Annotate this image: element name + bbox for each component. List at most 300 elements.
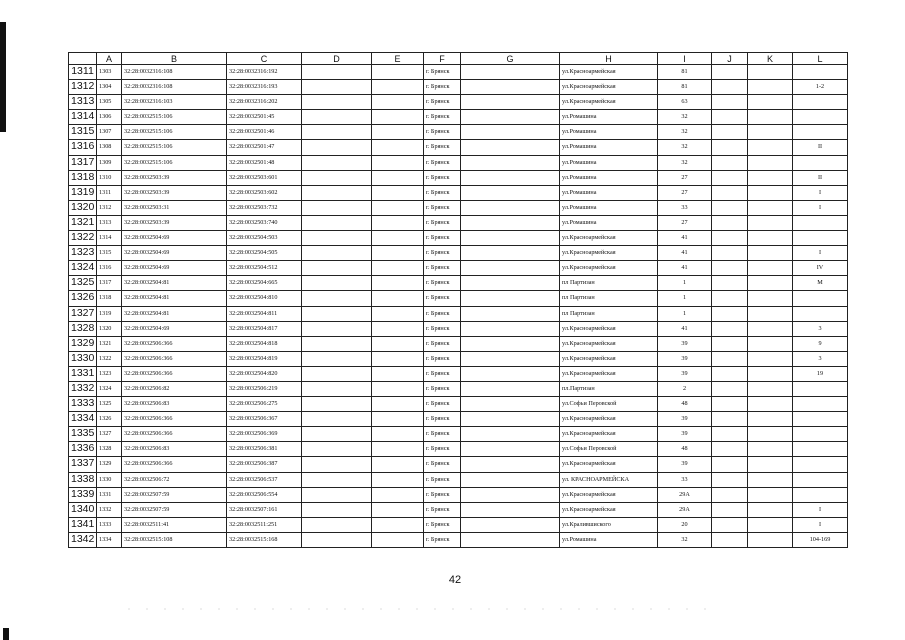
cell-e <box>372 155 424 170</box>
cell-a: 1324 <box>97 381 122 396</box>
cell-h: ул.Ромашина <box>560 170 658 185</box>
cell-e <box>372 215 424 230</box>
cell-l <box>793 412 848 427</box>
scan-noise-dots <box>120 608 720 610</box>
cell-c: 32:28:0032504:818 <box>227 336 302 351</box>
row-number: 1340 <box>69 502 97 517</box>
cell-h: ул.Красноармейская <box>560 261 658 276</box>
cell-a: 1327 <box>97 427 122 442</box>
cell-f: г. Брянск <box>424 397 461 412</box>
cell-j <box>712 442 748 457</box>
cell-i: 32 <box>658 125 712 140</box>
cell-i: 81 <box>658 80 712 95</box>
cell-e <box>372 336 424 351</box>
cell-g <box>461 351 560 366</box>
cell-l <box>793 155 848 170</box>
cell-c: 32:28:0032507:161 <box>227 502 302 517</box>
cell-l <box>793 291 848 306</box>
cell-g <box>461 397 560 412</box>
cell-i: 81 <box>658 65 712 80</box>
cell-h: ул.Кралившиского <box>560 517 658 532</box>
row-number: 1320 <box>69 200 97 215</box>
column-header-f: F <box>424 53 461 65</box>
cell-c: 32:28:0032506:367 <box>227 412 302 427</box>
cell-h: ул.Ромашина <box>560 185 658 200</box>
cell-c: 32:28:0032501:45 <box>227 110 302 125</box>
cell-a: 1334 <box>97 532 122 547</box>
row-number: 1315 <box>69 125 97 140</box>
cell-g <box>461 532 560 547</box>
row-number: 1332 <box>69 381 97 396</box>
cell-a: 1308 <box>97 140 122 155</box>
cell-c: 32:28:0032506:381 <box>227 442 302 457</box>
cell-a: 1307 <box>97 125 122 140</box>
table-row <box>69 170 848 185</box>
cell-l <box>793 110 848 125</box>
cell-d <box>302 110 372 125</box>
cell-l: I <box>793 502 848 517</box>
cell-j <box>712 397 748 412</box>
cell-c: 32:28:0032515:168 <box>227 532 302 547</box>
column-header-a: A <box>97 53 122 65</box>
cell-e <box>372 291 424 306</box>
cell-j <box>712 246 748 261</box>
table-row <box>69 306 848 321</box>
table-row <box>69 200 848 215</box>
row-number: 1314 <box>69 110 97 125</box>
cell-f: г. Брянск <box>424 366 461 381</box>
cell-b: 32:28:0032506:83 <box>122 442 227 457</box>
cell-l <box>793 457 848 472</box>
cell-c: 32:28:0032316:193 <box>227 80 302 95</box>
cell-a: 1304 <box>97 80 122 95</box>
cell-j <box>712 170 748 185</box>
row-number: 1341 <box>69 517 97 532</box>
cell-k <box>748 351 793 366</box>
cell-c: 32:28:0032501:46 <box>227 125 302 140</box>
cell-b: 32:28:0032506:366 <box>122 366 227 381</box>
cell-k <box>748 412 793 427</box>
cell-b: 32:28:0032504:81 <box>122 276 227 291</box>
cell-h: ул.Красноармейская <box>560 321 658 336</box>
cell-i: 63 <box>658 95 712 110</box>
cell-h: ул.Красноармейская <box>560 412 658 427</box>
cell-i: 41 <box>658 261 712 276</box>
cell-d <box>302 366 372 381</box>
cell-b: 32:28:0032506:366 <box>122 412 227 427</box>
cell-f: г. Брянск <box>424 246 461 261</box>
cell-i: 39 <box>658 336 712 351</box>
cell-h: ул.Красноармейская <box>560 246 658 261</box>
row-number: 1326 <box>69 291 97 306</box>
cell-l <box>793 215 848 230</box>
cell-l: М <box>793 276 848 291</box>
cell-e <box>372 487 424 502</box>
cell-f: г. Брянск <box>424 517 461 532</box>
cell-c: 32:28:0032504:819 <box>227 351 302 366</box>
cell-l: 9 <box>793 336 848 351</box>
cell-j <box>712 261 748 276</box>
table-row <box>69 80 848 95</box>
cell-d <box>302 215 372 230</box>
cell-e <box>372 457 424 472</box>
page-number: 42 <box>448 574 462 586</box>
cell-g <box>461 155 560 170</box>
cell-d <box>302 155 372 170</box>
table-row <box>69 276 848 291</box>
cell-h: пл Партизан <box>560 306 658 321</box>
cell-j <box>712 412 748 427</box>
cell-b: 32:28:0032504:69 <box>122 321 227 336</box>
cell-g <box>461 125 560 140</box>
cell-f: г. Брянск <box>424 65 461 80</box>
cell-j <box>712 502 748 517</box>
cell-j <box>712 80 748 95</box>
table-row <box>69 110 848 125</box>
cell-j <box>712 231 748 246</box>
cell-g <box>461 472 560 487</box>
cell-b: 32:28:0032506:366 <box>122 427 227 442</box>
cell-b: 32:28:0032511:41 <box>122 517 227 532</box>
cell-d <box>302 291 372 306</box>
cell-l: I <box>793 246 848 261</box>
column-header-j: J <box>712 53 748 65</box>
cell-e <box>372 472 424 487</box>
cell-d <box>302 442 372 457</box>
table-row <box>69 412 848 427</box>
cell-d <box>302 185 372 200</box>
row-number: 1324 <box>69 261 97 276</box>
row-number: 1312 <box>69 80 97 95</box>
row-number: 1330 <box>69 351 97 366</box>
cell-k <box>748 457 793 472</box>
table-row <box>69 532 848 547</box>
table-row <box>69 125 848 140</box>
cell-f: г. Брянск <box>424 532 461 547</box>
cell-g <box>461 200 560 215</box>
table-row <box>69 215 848 230</box>
cell-d <box>302 381 372 396</box>
cell-k <box>748 110 793 125</box>
cell-e <box>372 261 424 276</box>
cell-c: 32:28:0032504:811 <box>227 306 302 321</box>
cell-a: 1322 <box>97 351 122 366</box>
cell-a: 1312 <box>97 200 122 215</box>
column-header-k: K <box>748 53 793 65</box>
cell-b: 32:28:0032515:106 <box>122 140 227 155</box>
cell-i: 39 <box>658 427 712 442</box>
cell-h: ул. КРАСНОАРМЕЙСКА <box>560 472 658 487</box>
cell-b: 32:28:0032515:106 <box>122 110 227 125</box>
cell-k <box>748 215 793 230</box>
cell-f: г. Брянск <box>424 487 461 502</box>
table-row <box>69 457 848 472</box>
column-header-g: G <box>461 53 560 65</box>
cell-j <box>712 336 748 351</box>
cell-d <box>302 231 372 246</box>
cell-h: ул.Красноармейская <box>560 80 658 95</box>
cell-d <box>302 351 372 366</box>
cell-c: 32:28:0032506:275 <box>227 397 302 412</box>
table-row <box>69 517 848 532</box>
cell-b: 32:28:0032316:103 <box>122 95 227 110</box>
cell-g <box>461 442 560 457</box>
cell-g <box>461 246 560 261</box>
cell-b: 32:28:0032506:366 <box>122 351 227 366</box>
cell-a: 1325 <box>97 397 122 412</box>
cell-d <box>302 336 372 351</box>
cell-e <box>372 442 424 457</box>
cell-i: 33 <box>658 200 712 215</box>
cell-k <box>748 336 793 351</box>
cell-g <box>461 381 560 396</box>
cell-e <box>372 306 424 321</box>
cell-g <box>461 366 560 381</box>
table-row <box>69 291 848 306</box>
cell-f: г. Брянск <box>424 231 461 246</box>
cell-c: 32:28:0032504:512 <box>227 261 302 276</box>
cell-f: г. Брянск <box>424 381 461 396</box>
cell-h: ул.Красноармейская <box>560 487 658 502</box>
cell-a: 1311 <box>97 185 122 200</box>
cell-k <box>748 140 793 155</box>
cell-k <box>748 246 793 261</box>
cell-a: 1306 <box>97 110 122 125</box>
left-scan-bar <box>0 22 6 132</box>
table-row <box>69 95 848 110</box>
cell-l: 104-169 <box>793 532 848 547</box>
row-number: 1329 <box>69 336 97 351</box>
cell-e <box>372 200 424 215</box>
column-header-d: D <box>302 53 372 65</box>
cell-c: 32:28:0032501:47 <box>227 140 302 155</box>
cell-l: IV <box>793 261 848 276</box>
row-number: 1339 <box>69 487 97 502</box>
cell-b: 32:28:0032515:108 <box>122 532 227 547</box>
cell-f: г. Брянск <box>424 170 461 185</box>
cell-c: 32:28:0032506:219 <box>227 381 302 396</box>
cell-i: 1 <box>658 276 712 291</box>
cell-j <box>712 532 748 547</box>
cell-e <box>372 65 424 80</box>
cell-c: 32:28:0032504:810 <box>227 291 302 306</box>
cell-i: 39 <box>658 366 712 381</box>
cell-f: г. Брянск <box>424 276 461 291</box>
cell-a: 1333 <box>97 517 122 532</box>
cell-l <box>793 306 848 321</box>
cell-l: 1-2 <box>793 80 848 95</box>
row-number: 1333 <box>69 397 97 412</box>
cell-g <box>461 140 560 155</box>
cell-d <box>302 80 372 95</box>
cell-e <box>372 502 424 517</box>
cell-k <box>748 95 793 110</box>
cell-j <box>712 427 748 442</box>
cell-f: г. Брянск <box>424 412 461 427</box>
cell-k <box>748 125 793 140</box>
table-row <box>69 427 848 442</box>
cell-a: 1317 <box>97 276 122 291</box>
cell-k <box>748 80 793 95</box>
cell-b: 32:28:0032504:69 <box>122 261 227 276</box>
column-header-l: L <box>793 53 848 65</box>
row-number: 1328 <box>69 321 97 336</box>
table-row <box>69 140 848 155</box>
cell-h: ул.Ромашина <box>560 155 658 170</box>
row-number: 1342 <box>69 532 97 547</box>
cell-c: 32:28:0032503:601 <box>227 170 302 185</box>
cell-a: 1313 <box>97 215 122 230</box>
cell-e <box>372 532 424 547</box>
cell-k <box>748 185 793 200</box>
cell-k <box>748 366 793 381</box>
cell-e <box>372 351 424 366</box>
cell-a: 1319 <box>97 306 122 321</box>
cell-l: II <box>793 140 848 155</box>
cell-f: г. Брянск <box>424 472 461 487</box>
cell-j <box>712 321 748 336</box>
cell-k <box>748 261 793 276</box>
cell-e <box>372 397 424 412</box>
cell-f: г. Брянск <box>424 185 461 200</box>
cell-g <box>461 517 560 532</box>
cell-i: 27 <box>658 170 712 185</box>
cell-b: 32:28:0032504:81 <box>122 291 227 306</box>
cell-b: 32:28:0032507:59 <box>122 502 227 517</box>
header-corner <box>69 53 97 65</box>
cell-k <box>748 397 793 412</box>
table-row <box>69 366 848 381</box>
column-header-h: H <box>560 53 658 65</box>
cell-l <box>793 427 848 442</box>
column-header-i: I <box>658 53 712 65</box>
cell-c: 32:28:0032316:192 <box>227 65 302 80</box>
cell-f: г. Брянск <box>424 95 461 110</box>
cell-i: 29А <box>658 502 712 517</box>
cell-f: г. Брянск <box>424 351 461 366</box>
cell-j <box>712 276 748 291</box>
cell-a: 1329 <box>97 457 122 472</box>
cell-e <box>372 170 424 185</box>
cell-k <box>748 472 793 487</box>
cell-b: 32:28:0032504:69 <box>122 231 227 246</box>
cell-b: 32:28:0032515:106 <box>122 125 227 140</box>
cell-i: 27 <box>658 185 712 200</box>
cell-b: 32:28:0032503:39 <box>122 215 227 230</box>
table-row <box>69 442 848 457</box>
cell-h: ул.Софьи Перовской <box>560 442 658 457</box>
cell-a: 1323 <box>97 366 122 381</box>
cell-i: 32 <box>658 140 712 155</box>
cell-d <box>302 517 372 532</box>
register-table-body <box>69 65 848 548</box>
cell-l <box>793 65 848 80</box>
cell-i: 20 <box>658 517 712 532</box>
cell-g <box>461 306 560 321</box>
cell-b: 32:28:0032507:59 <box>122 487 227 502</box>
cell-e <box>372 517 424 532</box>
cell-d <box>302 457 372 472</box>
cell-h: ул.Софьи Перовской <box>560 397 658 412</box>
cell-e <box>372 95 424 110</box>
cell-g <box>461 321 560 336</box>
cell-c: 32:28:0032511:251 <box>227 517 302 532</box>
table-row <box>69 381 848 396</box>
cell-j <box>712 95 748 110</box>
table-row <box>69 185 848 200</box>
cell-k <box>748 65 793 80</box>
cell-g <box>461 412 560 427</box>
cell-k <box>748 276 793 291</box>
row-number: 1319 <box>69 185 97 200</box>
cell-j <box>712 517 748 532</box>
cell-l <box>793 231 848 246</box>
cell-e <box>372 276 424 291</box>
cell-k <box>748 442 793 457</box>
cell-h: ул.Ромашина <box>560 110 658 125</box>
cell-b: 32:28:0032504:81 <box>122 306 227 321</box>
cell-h: ул.Красноармейская <box>560 231 658 246</box>
cell-f: г. Брянск <box>424 155 461 170</box>
cell-g <box>461 261 560 276</box>
column-header-e: E <box>372 53 424 65</box>
column-header-b: B <box>122 53 227 65</box>
cell-d <box>302 65 372 80</box>
cell-c: 32:28:0032504:503 <box>227 231 302 246</box>
cell-k <box>748 502 793 517</box>
cell-c: 32:28:0032501:48 <box>227 155 302 170</box>
cell-g <box>461 185 560 200</box>
cell-i: 48 <box>658 397 712 412</box>
cell-f: г. Брянск <box>424 80 461 95</box>
cell-i: 39 <box>658 412 712 427</box>
cell-j <box>712 381 748 396</box>
cell-g <box>461 502 560 517</box>
cell-l <box>793 442 848 457</box>
cell-i: 1 <box>658 291 712 306</box>
cell-h: ул.Красноармейская <box>560 366 658 381</box>
row-number: 1334 <box>69 412 97 427</box>
cell-k <box>748 427 793 442</box>
cell-e <box>372 366 424 381</box>
cell-d <box>302 321 372 336</box>
cell-b: 32:28:0032316:108 <box>122 65 227 80</box>
cell-d <box>302 532 372 547</box>
cell-e <box>372 381 424 396</box>
column-header-row <box>69 53 848 65</box>
cell-d <box>302 397 372 412</box>
table-row <box>69 487 848 502</box>
cell-d <box>302 472 372 487</box>
cell-f: г. Брянск <box>424 306 461 321</box>
row-number: 1336 <box>69 442 97 457</box>
cell-d <box>302 140 372 155</box>
cell-i: 32 <box>658 110 712 125</box>
cell-e <box>372 321 424 336</box>
cell-b: 32:28:0032506:82 <box>122 381 227 396</box>
cell-f: г. Брянск <box>424 442 461 457</box>
cell-i: 39 <box>658 457 712 472</box>
cell-d <box>302 502 372 517</box>
cell-f: г. Брянск <box>424 125 461 140</box>
row-number: 1313 <box>69 95 97 110</box>
cell-d <box>302 170 372 185</box>
table-row <box>69 321 848 336</box>
cell-l <box>793 487 848 502</box>
cell-k <box>748 200 793 215</box>
cell-j <box>712 200 748 215</box>
cell-j <box>712 215 748 230</box>
